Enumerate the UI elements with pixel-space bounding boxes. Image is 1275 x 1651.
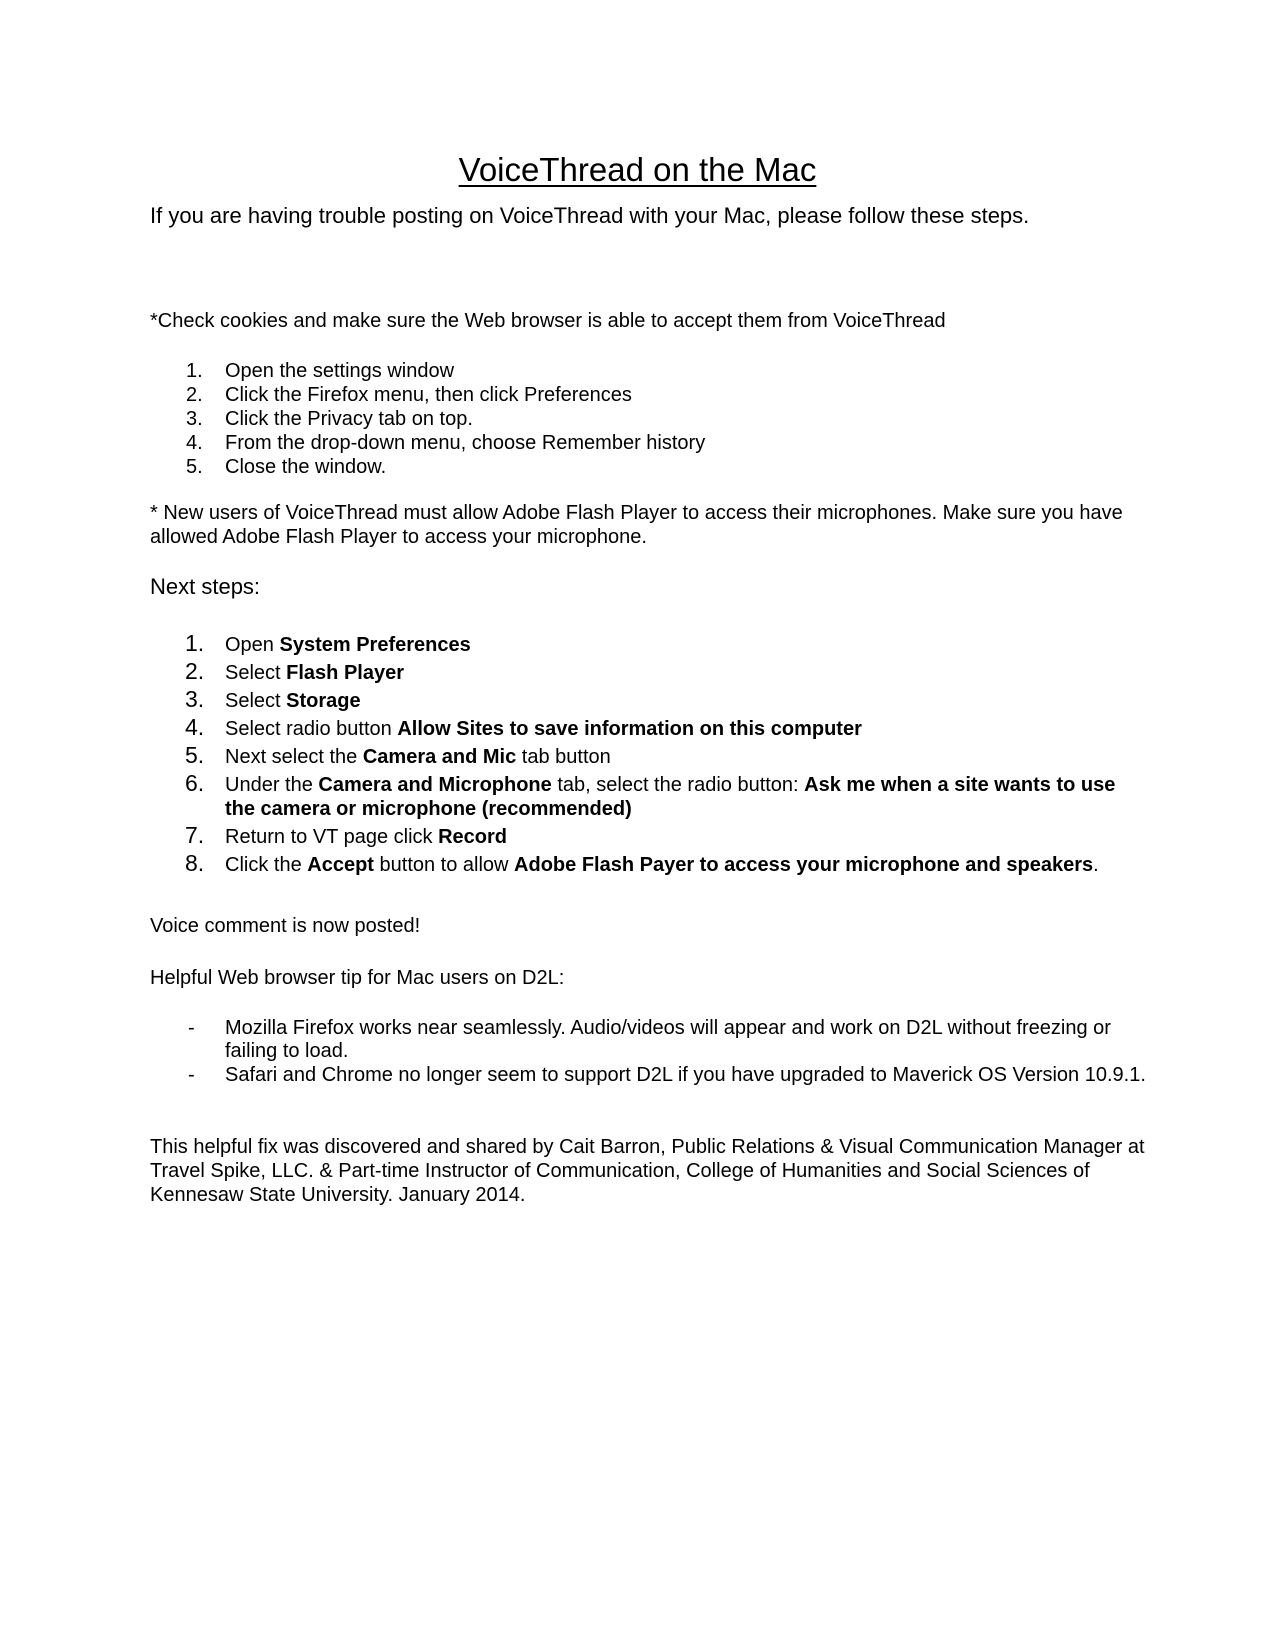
list-item: - Safari and Chrome no longer seem to support D2L if you have upgraded to Maverick OS Version 10.9.1. (188, 1064, 1146, 1086)
list-item: 4. Select radio button Allow Sites to save information on this computer (185, 714, 862, 740)
tip-heading: Helpful Web browser tip for Mac users on D2L: (150, 967, 565, 989)
list-item: 1. Open the settings window (186, 360, 455, 382)
list-item: 4. From the drop-down menu, choose Remember history (186, 432, 706, 454)
list-item: 7. Return to VT page click Record (185, 822, 507, 848)
next-steps-heading: Next steps: (150, 574, 261, 599)
list-item: 8. Click the Accept button to allow Adobe Flash Payer to access your microphone and speakers. (185, 850, 1099, 876)
next-steps-list (150, 630, 1150, 881)
page-title (0, 150, 1275, 190)
list-item: 3. Select Storage (185, 686, 361, 712)
cookies-note: *Check cookies and make sure the Web browser is able to accept them from VoiceThread (150, 310, 946, 332)
list-item: 3. Click the Privacy tab on top. (186, 408, 473, 430)
list-item: 2. Click the Firefox menu, then click Preferences (186, 384, 632, 406)
page-title-text: VoiceThread on the Mac (458, 151, 817, 188)
tips-list (150, 1017, 1150, 1088)
list-item: 5. Close the window. (186, 456, 387, 478)
credit-paragraph: This helpful fix was discovered and shared by Cait Barron, Public Relations & Visual Communication Manager at Travel Spike, LLC. & Part-time Instructor of Communication, College of Humanities and Social Sciences of Kennesaw State University. January 2014. (150, 1136, 1145, 1206)
list-item: 2. Select Flash Player (185, 658, 404, 684)
list-item: - Mozilla Firefox works near seamlessly. Audio/videos will appear and work on D2L without freezing or failing to load. (188, 1017, 1111, 1062)
list-item: 5. Next select the Camera and Mic tab button (185, 742, 611, 768)
posted-note: Voice comment is now posted! (150, 915, 421, 937)
intro-paragraph: If you are having trouble posting on VoiceThread with your Mac, please follow these steps. (150, 203, 1030, 228)
flash-note: * New users of VoiceThread must allow Adobe Flash Player to access their microphones. Make sure you have allowed Adobe Flash Player to access your microphone. (150, 502, 1123, 548)
list-item: 1. Open System Preferences (185, 630, 471, 656)
cookie-steps-list (150, 359, 1150, 479)
list-item: 6. Under the Camera and Microphone tab, select the radio button: Ask me when a site wants to use the camera or microphone (recommended) (185, 770, 1116, 820)
